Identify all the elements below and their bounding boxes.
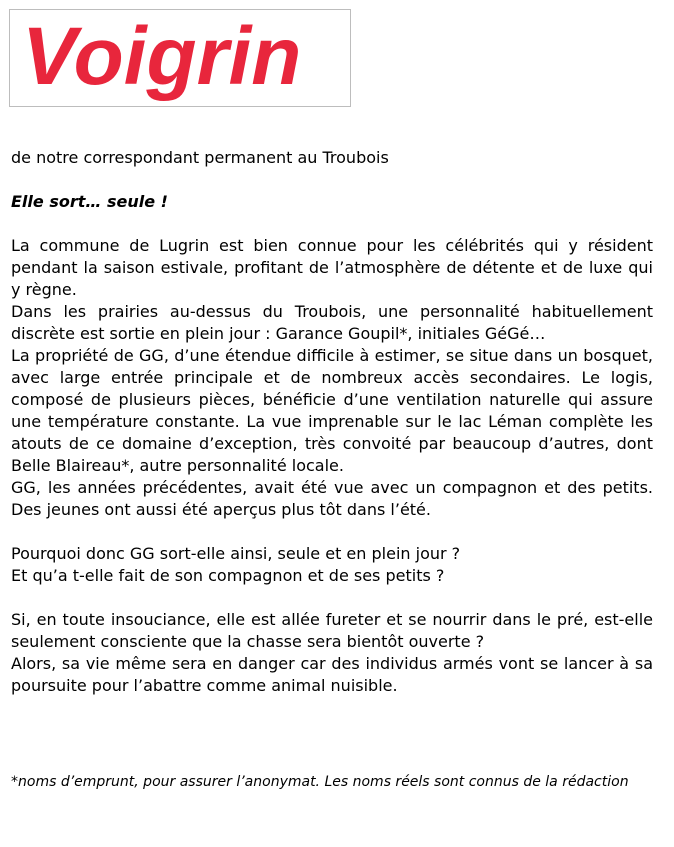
article-body bbox=[11, 235, 653, 697]
footnote: *noms d’emprunt, pour assurer l’anonymat. Les noms réels sont connus de la rédaction bbox=[11, 774, 629, 790]
paragraph: Dans les prairies au-dessus du Troubois, une personnalité habituellement discrète est sortie en plein jour : Garance Goupil*, initiales GéGé… bbox=[11, 302, 653, 343]
paragraph-spacer bbox=[11, 587, 653, 609]
masthead bbox=[9, 9, 351, 107]
paragraph: Alors, sa vie même sera en danger car des individus armés vont se lancer à sa poursuite pour l’abattre comme animal nuisible. bbox=[11, 654, 653, 695]
question-line: Pourquoi donc GG sort-elle ainsi, seule et en plein jour ? bbox=[11, 544, 461, 563]
byline: de notre correspondant permanent au Troubois bbox=[11, 148, 389, 167]
paragraph: Si, en toute insouciance, elle est allée fureter et se nourrir dans le pré, est-elle seulement consciente que la chasse sera bientôt ouverte ? bbox=[11, 610, 653, 651]
headline: Elle sort… seule ! bbox=[11, 192, 168, 211]
paragraph: La commune de Lugrin est bien connue pour les célébrités qui y résident pendant la saison estivale, profitant de l’atmosphère de détente et de luxe qui y règne. bbox=[11, 236, 653, 299]
paragraph: La propriété de GG, d’une étendue difficile à estimer, se situe dans un bosquet, avec large entrée principale et de nombreux accès secondaires. Le logis, composé de plusieurs pièces, bénéficie d’une ventilation naturelle qui assure une température constante. La vue imprenable sur le lac Léman complète les atouts de ce domaine d’exception, très convoité par beaucoup d’autres, dont Belle Blaireau*, autre personnalité locale. bbox=[11, 346, 653, 475]
newspaper-logo: Voigrin bbox=[22, 11, 302, 102]
paragraph-spacer bbox=[11, 521, 653, 543]
paragraph: GG, les années précédentes, avait été vue avec un compagnon et des petits. Des jeunes ont aussi été aperçus plus tôt dans l’été. bbox=[11, 478, 653, 519]
question-line: Et qu’a t-elle fait de son compagnon et de ses petits ? bbox=[11, 566, 445, 585]
